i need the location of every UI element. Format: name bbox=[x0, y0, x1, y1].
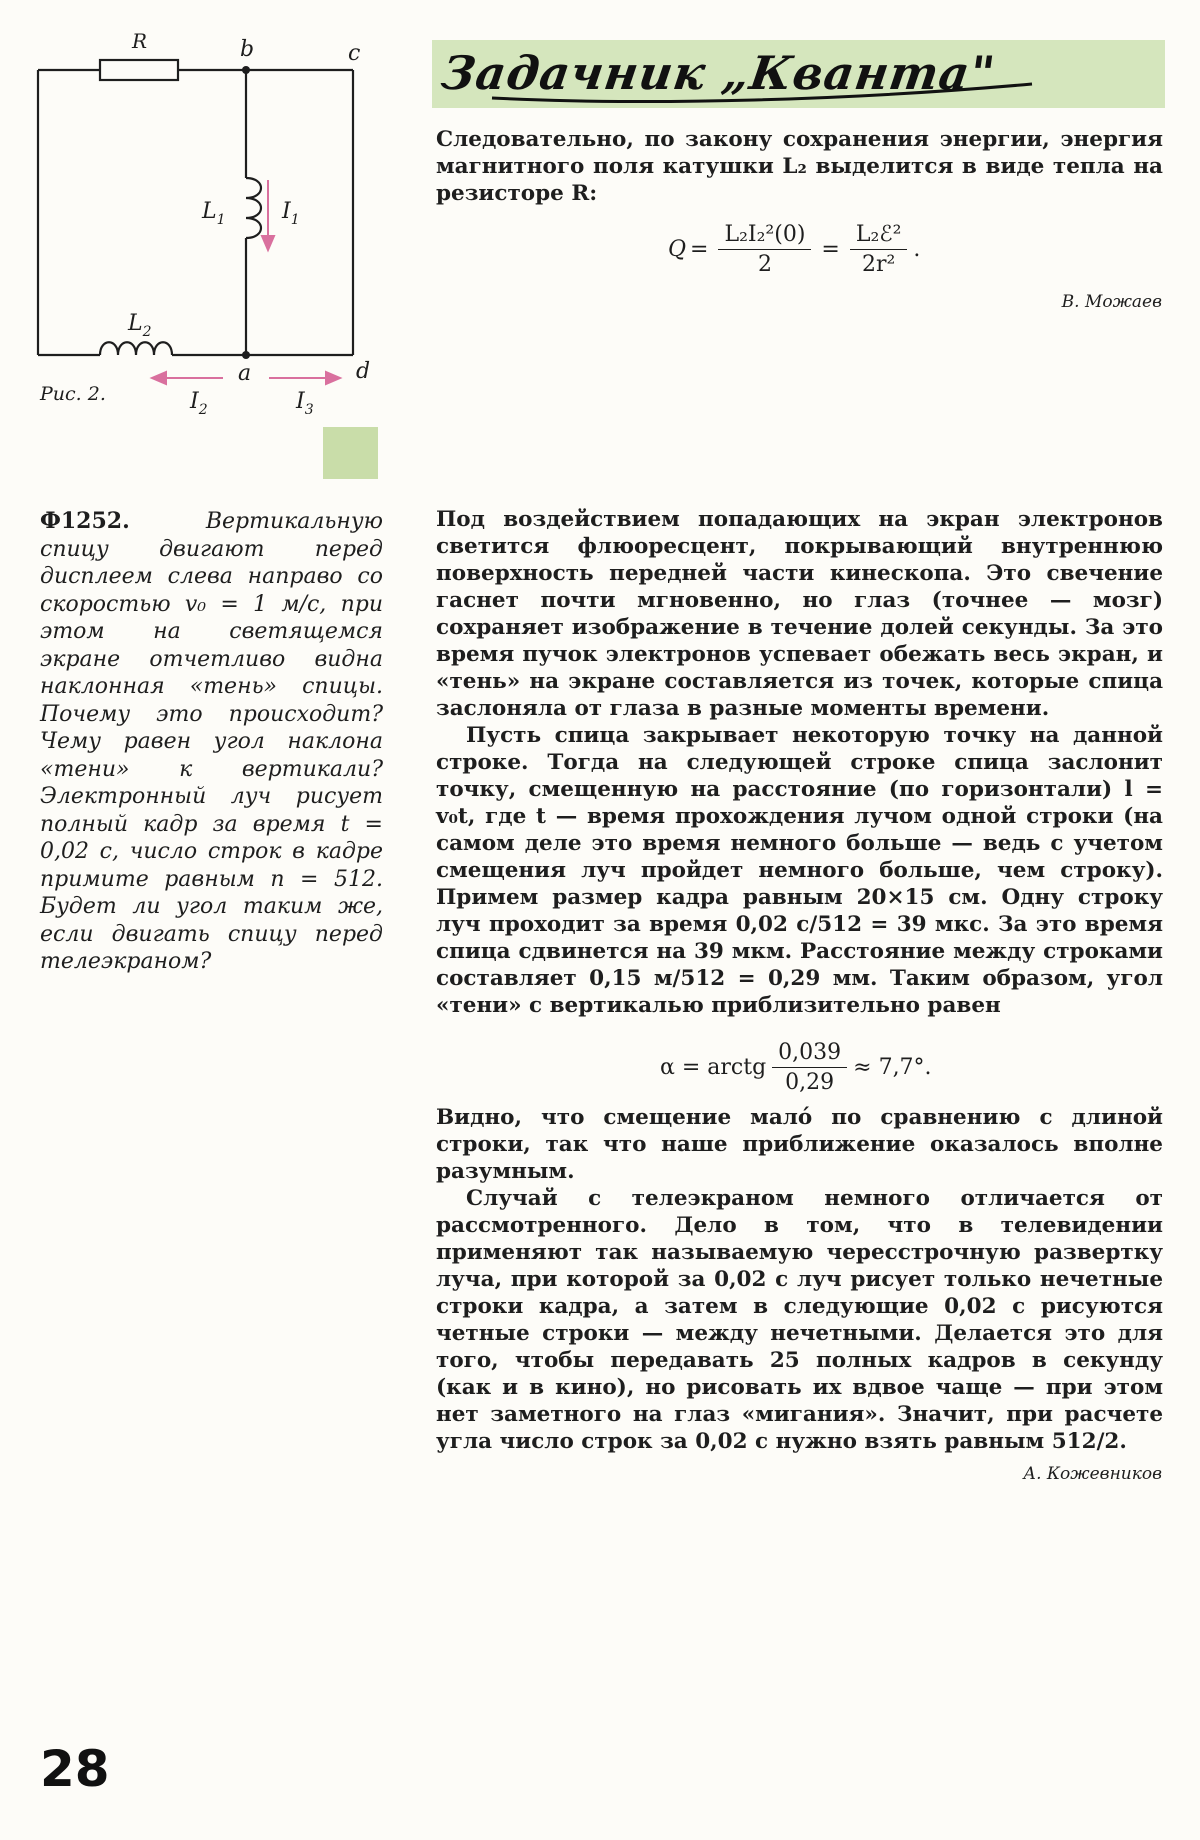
solution-2-paragraph-1: Под воздействием попадающих на экран электронов светится флюоресцент, покрывающий внутреннюю поверхность передней части кинескопа. Это свечение гаснет почти мгновенно, но глаз (точнее — мозг) сохраняет изображение в течение долей секунды. За это время пучок электронов успевает обежать весь экран, и «тень» на экране составляется из точек, которые спица заслоняла от глаза в разные моменты времени. bbox=[436, 507, 1163, 721]
section-title: Задачник „Кванта" bbox=[438, 46, 999, 100]
solution-1-text bbox=[436, 126, 1163, 207]
label-I1: $I_1$ bbox=[282, 199, 300, 228]
formula-end: . bbox=[913, 237, 921, 262]
angle-formula-lhs: α = arctg bbox=[660, 1055, 767, 1080]
label-I3: $I_3$ bbox=[296, 389, 314, 418]
solution-2-part-1 bbox=[436, 506, 1163, 1019]
formula-eq1: = bbox=[690, 237, 709, 262]
decorative-green-square bbox=[323, 427, 378, 479]
formula-frac-1 bbox=[718, 222, 811, 277]
label-L1: $L_1$ bbox=[202, 199, 226, 228]
formula-eq2: = bbox=[821, 237, 840, 262]
solution-2-paragraph-4: Случай с телеэкраном немного отличается от рассмотренного. Дело в том, что в телевидении применяют так называемую чересстрочную развертку луча, при которой за 0,02 с луч рисует только нечетные строки кадра, а затем в следующие 0,02 с рисуются четные строки — между нечетными. Делается это для того, чтобы передавать 25 полных кадров в секунду (как и в кино), но рисовать их вдвое чаще — при этом нет заметного на глаз «мигания». Значит, при расчете угла число строк за 0,02 с нужно взять равным 512/2. bbox=[436, 1186, 1163, 1454]
page-number: 28 bbox=[40, 1740, 110, 1798]
problem-text: Вертикальную спицу двигают перед дисплеем слева направо со скоростью v₀ = 1 м/с, при этом на светящемся экране отчетливо видна наклонная «тень» спицы. Почему это происходит? Чему равен угол наклона «тени» к вертикали? Электронный луч рисует полный кадр за время t = 0,02 с, число строк в кадре примите равным n = 512. Будет ли угол таким же, если двигать спицу перед телеэкраном? bbox=[40, 509, 383, 974]
frac-2-numerator: L₂ℰ² bbox=[850, 222, 908, 250]
frac-2-denominator: 2r² bbox=[861, 252, 896, 277]
inductor-L1 bbox=[246, 178, 261, 238]
angle-formula-frac bbox=[772, 1040, 847, 1095]
energy-formula bbox=[668, 222, 920, 277]
label-c: c bbox=[348, 41, 361, 66]
figure-caption: Рис. 2. bbox=[40, 383, 106, 405]
solution-2-paragraph-2: Пусть спица закрывает некоторую точку на данной строке. Тогда на следующей строке спица заслонит точку, смещенную на расстояние (по горизонтали) l = v₀t, где t — время прохождения лучом одной строки (на самом деле это время немного больше — ведь с учетом смещения луч пройдет немного больше, чем строку). Примем размер кадра равным 20×15 см. Одну строку луч проходит за время 0,02 с/512 = 39 мкс. За это время спица сдвинется на 39 мкм. Расстояние между строками составляет 0,15 м/512 = 0,29 мм. Таким образом, угол «тени» с вертикалью приблизительно равен bbox=[436, 723, 1163, 1018]
formula-Q: Q bbox=[668, 237, 687, 262]
label-d: d bbox=[356, 359, 371, 384]
author-kozhevnikov: А. Кожевников bbox=[1023, 1464, 1162, 1484]
inductor-L2 bbox=[100, 342, 172, 355]
angle-frac-numerator: 0,039 bbox=[772, 1040, 847, 1068]
label-a: a bbox=[238, 361, 252, 386]
node-a bbox=[242, 351, 250, 359]
frac-1-numerator: L₂I₂²(0) bbox=[718, 222, 811, 250]
section-header-banner bbox=[432, 40, 1165, 108]
node-b bbox=[242, 66, 250, 74]
author-mozhaev: В. Можаев bbox=[1061, 292, 1162, 312]
solution-1-paragraph: Следовательно, по закону сохранения энергии, энергия магнитного поля катушки L₂ выделится в виде тепла на резисторе R: bbox=[436, 127, 1163, 206]
problem-id: Ф1252. bbox=[40, 508, 130, 534]
frac-1-denominator: 2 bbox=[757, 252, 772, 277]
label-L2: $L_2$ bbox=[128, 311, 152, 340]
angle-frac-denominator: 0,29 bbox=[785, 1070, 835, 1095]
problem-statement bbox=[40, 508, 383, 976]
label-b: b bbox=[240, 37, 255, 62]
formula-frac-2 bbox=[850, 222, 908, 277]
angle-formula-rhs: ≈ 7,7°. bbox=[853, 1055, 932, 1080]
angle-formula bbox=[660, 1040, 932, 1095]
circuit-diagram bbox=[28, 28, 388, 418]
solution-2-part-2 bbox=[436, 1104, 1163, 1455]
resistor-R bbox=[100, 60, 178, 80]
solution-2-paragraph-3: Видно, что смещение мало́ по сравнению с длиной строки, так что наше приближение оказалось вполне разумным. bbox=[436, 1105, 1163, 1184]
label-I2: $I_2$ bbox=[190, 389, 208, 418]
label-R: R bbox=[132, 29, 148, 53]
title-underline-swash bbox=[432, 40, 1165, 108]
